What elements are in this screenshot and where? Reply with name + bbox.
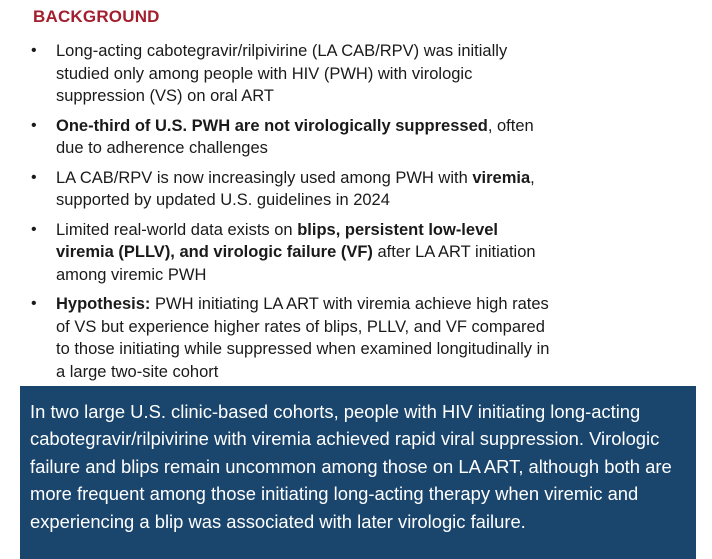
bullet-text bbox=[56, 42, 507, 105]
bullet-text bbox=[56, 117, 534, 158]
bullet-dot-icon: • bbox=[31, 116, 37, 134]
bullet-text bbox=[56, 221, 536, 284]
bullet-dot-icon: • bbox=[31, 220, 37, 238]
bullet-item bbox=[31, 40, 551, 108]
bullet-text-segment: Limited real-world data exists on bbox=[56, 220, 298, 239]
bullet-text-segment: LA CAB/RPV is now increasingly used among PWH with bbox=[56, 168, 473, 187]
bullet-item bbox=[31, 167, 551, 212]
bullet-text-segment: , often due to adherence challenges bbox=[56, 116, 534, 157]
bullet-text-bold: Hypothesis: bbox=[56, 295, 151, 313]
bullet-text-bold: One-third of U.S. PWH are not virologically suppressed bbox=[56, 116, 488, 135]
bullet-text-bold: blips, persistent low-level viremia (PLLV), and virologic failure (VF) bbox=[56, 220, 499, 261]
bullet-text-segment: after LA ART initiation among viremic PWH bbox=[56, 243, 536, 284]
section-heading: BACKGROUND bbox=[33, 7, 160, 26]
bullet-text bbox=[56, 169, 535, 210]
bullet-text-segment: Long-acting cabotegravir/rilpivirine (LA CAB/RPV) was initially studied only among people with HIV (PWH) with virologic suppression (VS) on oral ART bbox=[56, 42, 508, 105]
conclusion-text: In two large U.S. clinic-based cohorts, people with HIV initiating long-acting cabotegravir/rilpivirine with viremia achieved rapid viral suppression. Virologic failure and blips remain uncommon among those on LA ART, although both are more frequent among those initiating long-acting therapy when viremic and experiencing a blip was associated with later virologic failure. bbox=[30, 401, 672, 532]
bullet-dot-icon: • bbox=[31, 42, 37, 59]
bullet-dot-icon: • bbox=[31, 168, 37, 186]
bullet-item bbox=[31, 115, 551, 160]
bullet-text-bold: viremia bbox=[472, 168, 531, 187]
bullet-text-segment: , supported by updated U.S. guidelines in 2024 bbox=[56, 168, 535, 209]
bullet-text bbox=[56, 295, 549, 381]
bullet-text-segment: PWH initiating LA ART with viremia achieve high rates of VS but experience higher rates of blips, PLLV, and VF compared to those initiating while suppressed when examined longitudinally in a large two-site cohort bbox=[56, 295, 550, 381]
bullet-dot-icon: • bbox=[31, 295, 37, 312]
bullet-item bbox=[31, 293, 551, 383]
bullet-item bbox=[31, 219, 551, 287]
conclusion-box bbox=[20, 386, 696, 559]
background-bullet-list bbox=[31, 40, 551, 390]
